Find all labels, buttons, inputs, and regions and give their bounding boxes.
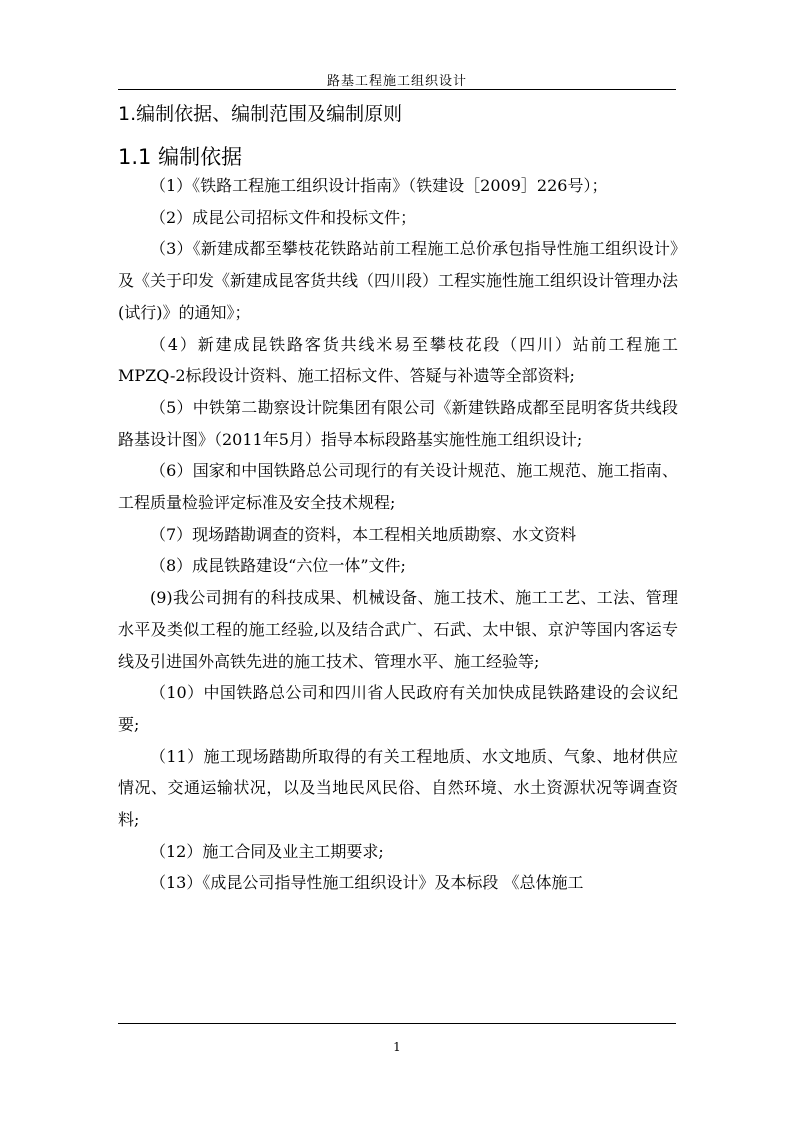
paragraph: （11）施工现场踏勘所取得的有关工程地质、水文地质、气象、地材供应情况、交通运输状况，以及当地民风民俗、自然环境、水土资源状况等调查资料;	[118, 746, 678, 830]
footer-divider	[118, 1023, 676, 1024]
paragraph: （1）《铁路工程施工组织设计指南》（铁建设［2009］226号）；	[150, 176, 608, 195]
paragraph: (9)我公司拥有的科技成果、机械设备、施工技术、施工工艺、工法、管理水平及类似工程的施工经验,以及结合武广、石武、太中银、京沪等国内客运专线及引进国外高铁先进的施工技术、管理水平、施工经验等;	[118, 588, 678, 671]
page-number: 1	[393, 1040, 401, 1054]
paragraph: （3）《新建成都至攀枝花铁路站前工程施工总价承包指导性施工组织设计》及《关于印发《新建成昆客货共线（四川段）工程实施性施工组织设计管理办法(试行)》的通知》；	[118, 239, 679, 322]
section-heading: 1.编制依据、编制范围及编制原则	[118, 103, 403, 125]
paragraph: （12）施工合同及业主工期要求;	[150, 841, 384, 861]
paragraph: （10）中国铁路总公司和四川省人民政府有关加快成昆铁路建设的会议纪要;	[118, 683, 678, 734]
page-header-title: 路基工程施工组织设计	[326, 74, 467, 89]
paragraph: （4）新建成昆铁路客货共线米易至攀枝花段（四川）站前工程施工MPZQ-2标段设计资料、施工招标文件、答疑与补遗等全部资料;	[118, 334, 678, 386]
paragraph: （7）现场踏勘调查的资料，本工程相关地质勘察、水文资料	[150, 524, 577, 544]
header-divider	[118, 89, 676, 90]
subsection-heading: 1.1 编制依据	[118, 145, 243, 169]
paragraph: （6）国家和中国铁路总公司现行的有关设计规范、施工规范、施工指南、工程质量检验评定标准及安全技术规程;	[118, 461, 678, 513]
paragraph: （13）《成昆公司指导性施工组织设计》及本标段 《总体施工	[150, 873, 584, 893]
document-body	[118, 170, 678, 899]
paragraph: （2）成昆公司招标文件和投标文件；	[150, 207, 417, 227]
paragraph: （5）中铁第二勘察设计院集团有限公司《新建铁路成都至昆明客货共线段路基设计图》（2011年5月）指导本标段路基实施性施工组织设计;	[118, 397, 678, 449]
paragraph: （8）成昆铁路建设“六位一体”文件;	[150, 556, 406, 576]
